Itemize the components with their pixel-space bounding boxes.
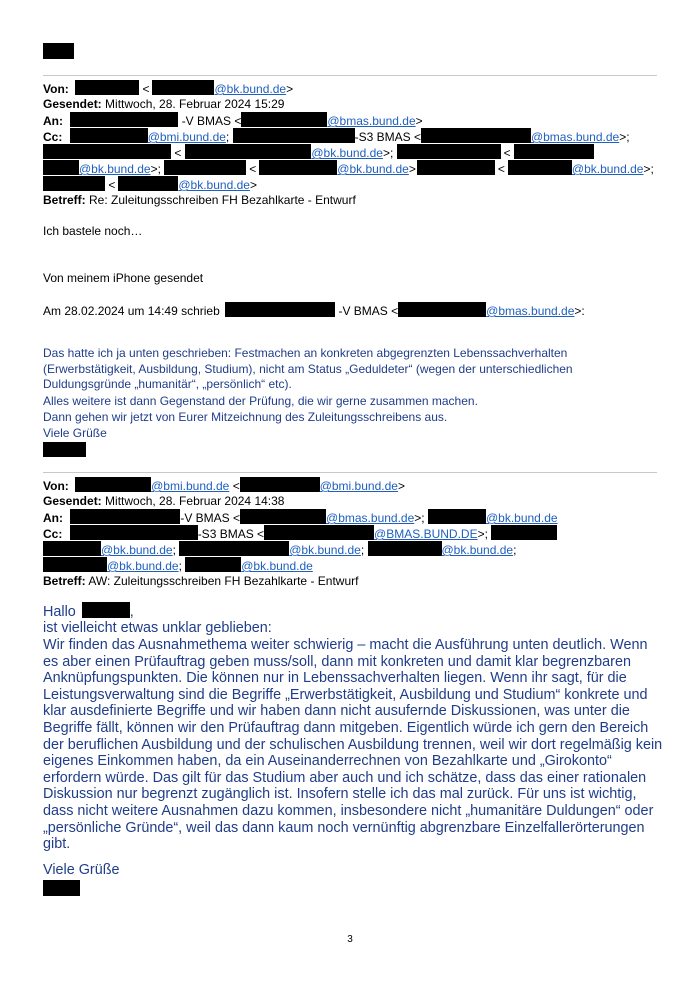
cc-s3: -S3 BMAS < — [197, 527, 265, 541]
email-link[interactable]: @bmas.bund.de — [327, 114, 416, 128]
redaction-block — [75, 80, 139, 95]
redaction-block — [398, 302, 486, 317]
redaction-block — [43, 160, 79, 175]
msg2-from-line: Von: @bmi.bund.de < @bmi.bund.de> — [43, 479, 405, 493]
redaction-block — [43, 176, 105, 191]
email-link[interactable]: @bmas.bund.de — [326, 511, 415, 525]
email-link[interactable]: @BMAS.BUND.DE — [374, 527, 478, 541]
to-suffix: -V BMAS < — [181, 114, 242, 128]
msg1-cc-line: Cc: @bmi.bund.de; -S3 BMAS < @bmas.bund.de>; — [43, 130, 630, 144]
greeting: Hallo — [43, 604, 76, 620]
msg1-cc-line-2: < @bk.bund.de>; < — [43, 144, 594, 161]
to-label: An: — [43, 114, 63, 128]
to-label: An: — [43, 511, 63, 525]
redaction-block — [514, 144, 594, 159]
redaction-block — [225, 302, 335, 317]
email-link[interactable]: @bmi.bund.de — [147, 130, 226, 144]
quoted-line-2: Alles weitere ist dann Gegenstand der Prüfung, die wir gerne zusammen machen. — [43, 394, 478, 408]
to-suffix: -V BMAS < — [180, 511, 241, 525]
email-link[interactable]: @bmi.bund.de — [319, 479, 398, 493]
redaction-block — [185, 144, 311, 159]
sent-label: Gesendet: — [43, 494, 102, 508]
msg2-cc-line-2: @bk.bund.de; @bk.bund.de; @bk.bund.de; — [43, 541, 516, 558]
sent-label: Gesendet: — [43, 97, 102, 111]
redaction-block — [508, 160, 572, 175]
email-link[interactable]: @bk.bund.de — [337, 162, 409, 176]
quote-attribution — [43, 302, 585, 319]
redaction-block — [70, 509, 180, 524]
redaction-block — [152, 80, 214, 95]
quote-prefix: Am 28.02.2024 um 14:49 schrieb — [43, 304, 220, 318]
redaction-block — [240, 509, 326, 524]
redaction-block — [491, 525, 557, 540]
email-link[interactable]: @bk.bund.de — [79, 162, 151, 176]
redaction-block — [240, 477, 320, 492]
redaction-block — [417, 160, 495, 175]
email-link[interactable]: @bk.bund.de — [101, 543, 173, 557]
message-separator — [43, 472, 657, 473]
lt-sign: < — [142, 82, 150, 96]
header-separator — [43, 75, 657, 76]
redaction-block — [118, 176, 178, 191]
from-label: Von: — [43, 479, 69, 493]
cc-label: Cc: — [43, 527, 63, 541]
cc-label: Cc: — [43, 130, 63, 144]
redaction-block — [233, 128, 355, 143]
sent-value: Mittwoch, 28. Februar 2024 15:29 — [105, 97, 285, 111]
redaction-block — [43, 144, 171, 159]
msg1-subject-line — [43, 192, 356, 208]
email-link[interactable]: @bmas.bund.de — [530, 130, 620, 144]
msg2-cc-line: Cc: -S3 BMAS < @BMAS.BUND.DE>; — [43, 525, 557, 542]
redaction-block — [428, 509, 486, 524]
redaction-block — [368, 541, 442, 556]
redaction-block — [75, 477, 151, 492]
email-link[interactable]: @bk.bund.de — [289, 543, 361, 557]
redaction-block — [185, 557, 241, 572]
msg2-intro-line: ist vielleicht etwas unklar geblieben: — [43, 620, 272, 636]
redaction-block — [43, 541, 101, 556]
subject-value: Re: Zuleitungsschreiben FH Bezahlkarte - Entwurf — [89, 193, 356, 207]
email-link[interactable]: @bk.bund.de — [311, 146, 383, 160]
email-link[interactable]: @bk.bund.de — [178, 178, 250, 192]
redaction-block — [397, 144, 501, 159]
redaction-block — [179, 541, 289, 556]
quote-mid: -V BMAS < — [338, 304, 399, 318]
greeting-line: Hallo , — [43, 604, 134, 620]
msg1-cc-line-4: < @bk.bund.de> — [43, 176, 257, 193]
msg1-signature: Von meinem iPhone gesendet — [43, 271, 204, 285]
redaction-block — [82, 602, 130, 618]
quoted-closing: Viele Grüße — [43, 426, 107, 440]
quoted-line-3: Dann gehen wir jetzt von Eurer Mitzeichnung des Zuleitungsschreibens aus. — [43, 410, 448, 424]
redaction-block — [43, 880, 80, 896]
redaction-block — [164, 160, 246, 175]
cc-s3: -S3 BMAS < — [354, 130, 421, 144]
email-link[interactable]: @bk.bund.de — [571, 162, 644, 176]
email-link[interactable]: @bk.bund.de — [441, 543, 514, 557]
msg2-paragraph: Wir finden das Ausnahmethema weiter schwierig – macht die Ausführung unten deutlich. Wenn es aber einen Prüfauftrag geben muss/soll, dann mit konkreten und damit klar begrenzbaren Anknüpfungspunkten. Die können nur in Lebenssachverhalten liegen. Wenn ihr sagt, für die Leistungsverwaltung sind die Begriffe „Erwerbstätigkeit, Ausbildung und Studium“ konkrete und klar ausdefinierte Begriffe und wir haben dann nicht ausufernde Diskussionen, was unter die Begriffe fällt, können wir den Prüfauftrag dann mitgeben. Eigentlich würde ich gern den Bereich der beruflichen Ausbildung und der schulischen Ausbildung trennen, weil wir dort regelmäßig kein eigenes Einkommen haben, da ein Auseinanderrechnen von Bezahlkarte und „Girokonto“ erfordern würde. Das gilt für das Studium aber auch und ich schätze, dass das einer rationalen Diskussion nur begrenzt zugänglich ist. Insofern stelle ich das mal zurück. Für uns ist wichtig, dass nicht weitere Ausnahmen dazu kommen, insbesondere nicht „humanitäre Duldungen“ oder „persönliche Gründe“, weil das dann kaum noch vernünftig abgrenzbare Einzelfallerörterungen gibt. — [43, 637, 663, 853]
quoted-paragraph: Das hatte ich ja unten geschrieben: Festmachen an konkreten abgegrenzten Lebenssachverhalten (Erwerbstätigkeit, Ausbildung, Studium), nicht am Status „Geduldeter“ (wegen der unterschiedlichen Duldungsgründe „humanitär“, „persönlich“ etc). — [43, 346, 573, 392]
subject-value: AW: Zuleitungsschreiben FH Bezahlkarte - Entwurf — [88, 574, 359, 588]
redaction-block — [70, 112, 178, 127]
msg1-sent-line — [43, 96, 284, 112]
sent-value: Mittwoch, 28. Februar 2024 14:38 — [105, 494, 285, 508]
subject-label: Betreff: — [43, 193, 86, 207]
redaction-block — [43, 43, 74, 59]
page-number: 3 — [347, 934, 353, 945]
msg2-closing: Viele Grüße — [43, 862, 120, 878]
from-label: Von: — [43, 82, 69, 96]
redaction-block — [264, 525, 374, 540]
msg2-cc-line-3: @bk.bund.de; @bk.bund.de — [43, 557, 313, 574]
email-link[interactable]: @bk.bund.de — [214, 82, 287, 96]
email-link[interactable]: @bk.bund.de — [107, 559, 179, 573]
msg2-sent-line — [43, 493, 284, 509]
redaction-block — [43, 442, 86, 457]
email-link[interactable]: @bmas.bund.de — [486, 304, 575, 318]
quote-suffix: >: — [574, 304, 585, 318]
email-link[interactable]: @bk.bund.de — [241, 559, 313, 573]
msg2-to-line: An: -V BMAS < @bmas.bund.de>; @bk.bund.de — [43, 511, 558, 525]
redaction-block — [421, 128, 531, 143]
msg1-from-line: Von: < @bk.bund.de> — [43, 82, 294, 96]
redaction-block — [70, 128, 148, 143]
msg1-to-line: An: -V BMAS < @bmas.bund.de> — [43, 114, 423, 128]
redaction-block — [241, 112, 327, 127]
subject-label: Betreff: — [43, 574, 86, 588]
msg2-subject-line — [43, 573, 358, 589]
msg1-body-line: Ich bastele noch… — [43, 224, 143, 238]
redaction-block — [259, 160, 337, 175]
redaction-block — [70, 525, 198, 540]
email-link[interactable]: @bmi.bund.de — [151, 479, 230, 493]
msg1-cc-line-3: @bk.bund.de>; < @bk.bund.de> < @bk.bund.de>; — [43, 160, 654, 177]
redaction-block — [43, 557, 107, 572]
email-link[interactable]: @bk.bund.de — [485, 511, 558, 525]
